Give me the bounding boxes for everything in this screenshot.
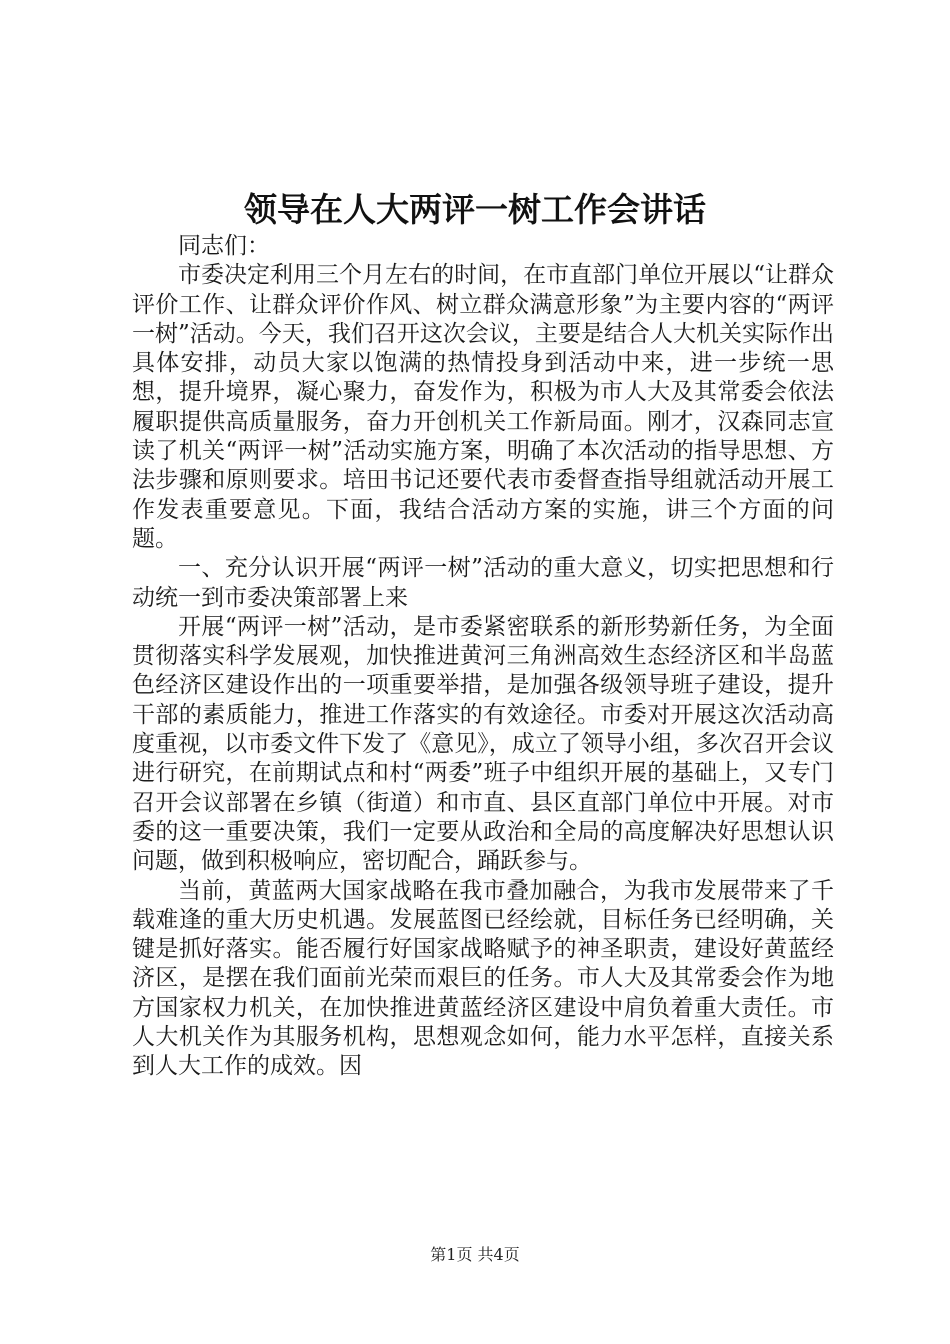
document-body	[132, 232, 834, 1082]
paragraph-section-1-a: 开展“两评一树”活动，是市委紧密联系的新形势新任务，为全面贯彻落实科学发展观，加快推进黄河三角洲高效生态经济区和半岛蓝色经济区建设作出的一项重要举措，是加强各级领导班子建设，提升干部的素质能力，推进工作落实的有效途径。市委对开展这次活动高度重视，以市委文件下发了《意见》，成立了领导小组，多次召开会议进行研究，在前期试点和村“两委”班子中组织开展的基础上，又专门召开会议部署在乡镇（街道）和市直、县区直部门单位中开展。对市委的这一重要决策，我们一定要从政治和全局的高度解决好思想认识问题，做到积极响应，密切配合，踊跃参与。	[132, 613, 834, 875]
document-title: 领导在人大两评一树工作会讲话	[244, 190, 706, 229]
paragraph-intro: 市委决定利用三个月左右的时间，在市直部门单位开展以“让群众评价工作、让群众评价作风、树立群众满意形象”为主要内容的“两评一树”活动。今天，我们召开这次会议，主要是结合人大机关实际作出具体安排，动员大家以饱满的热情投身到活动中来，进一步统一思想，提升境界，凝心聚力，奋发作为，积极为市人大及其常委会依法履职提供高质量服务，奋力开创机关工作新局面。刚才，汉森同志宣读了机关“两评一树”活动实施方案，明确了本次活动的指导思想、方法步骤和原则要求。培田书记还要代表市委督查指导组就活动开展工作发表重要意见。下面，我结合活动方案的实施，讲三个方面的问题。	[132, 262, 834, 552]
paragraph-section-1-b: 当前，黄蓝两大国家战略在我市叠加融合，为我市发展带来了千载难逢的重大历史机遇。发展蓝图已经绘就，目标任务已经明确，关键是抓好落实。能否履行好国家战略赋予的神圣职责，建设好黄蓝经济区，是摆在我们面前光荣而艰巨的任务。市人大及其常委会作为地方国家权力机关，在加快推进黄蓝经济区建设中肩负着重大责任。市人大机关作为其服务机构，思想观念如何，能力水平怎样，直接关系到人大工作的成效。因	[132, 877, 834, 1080]
page-footer: 第1页 共4页	[430, 1245, 520, 1264]
paragraph-greeting: 同志们：	[178, 233, 270, 259]
section-heading-1: 一、充分认识开展“两评一树”活动的重大意义，切实把思想和行动统一到市委决策部署上来	[132, 555, 834, 611]
